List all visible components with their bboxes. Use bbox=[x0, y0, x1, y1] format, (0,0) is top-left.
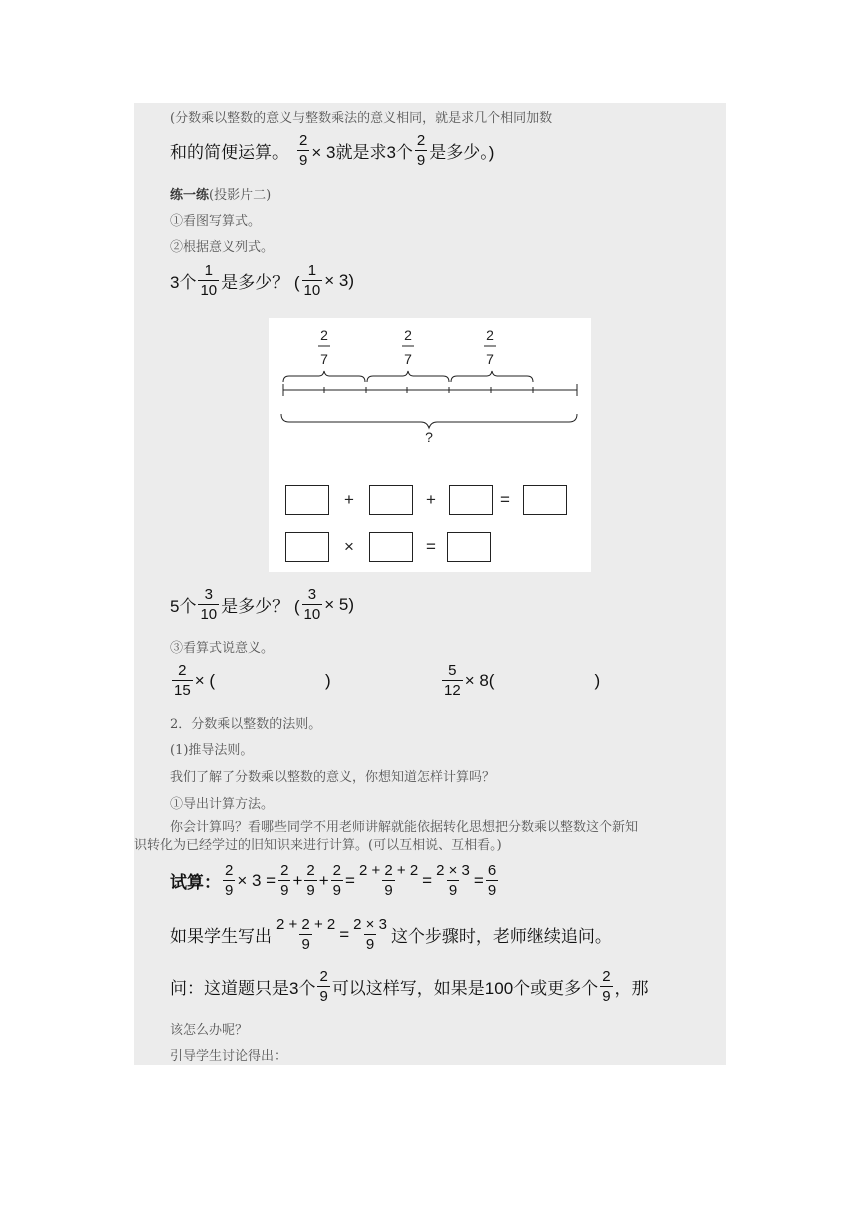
answer-box[interactable] bbox=[285, 532, 329, 562]
fraction: $\frac{2}{9}$ bbox=[319, 968, 328, 1005]
equals-sign: = bbox=[500, 490, 510, 509]
text-line: ①导出计算方法。 bbox=[170, 797, 275, 812]
plus-sign: + bbox=[344, 490, 354, 509]
fraction: $\frac{2}{15}$ bbox=[174, 662, 191, 699]
fraction: $\frac{2}{9}$ bbox=[280, 862, 289, 899]
answer-box[interactable] bbox=[523, 485, 567, 515]
formula-line: $\frac{2}{15}$ × ( ) bbox=[174, 662, 331, 699]
text-line: 引导学生讨论得出： bbox=[170, 1049, 288, 1064]
text-line: ②根据意义列式。 bbox=[170, 240, 275, 255]
formula-line: 问：这道题只是3个 $\frac{2}{9}$ 可以这样写，如果是100个或更多个 $\frac{2}{9}$ ，那 bbox=[170, 968, 649, 1005]
fraction: $\frac{5}{12}$ bbox=[444, 662, 461, 699]
answer-box[interactable] bbox=[447, 532, 491, 562]
text-segment: × 3就是求3个 bbox=[311, 143, 413, 162]
formula-line bbox=[170, 133, 494, 168]
fraction: $\frac{1}{10}$ bbox=[303, 262, 321, 299]
fraction: $\frac{3}{10}$ bbox=[303, 586, 321, 623]
fraction-denominator: 7 bbox=[486, 351, 494, 367]
formula-line: 试算： $\frac{2}{9}$ × 3 = $\frac{2}{9}$ + $\frac{2}{9}$ + $\frac{2}{9}$ = $\frac{2 + 2 + 2}{9}$ = $\frac{2 \times 3}{9}$ = $\frac{6}{9}$ bbox=[170, 862, 497, 899]
question-mark: ? bbox=[425, 429, 433, 445]
fraction-denominator: 7 bbox=[404, 351, 412, 367]
equals-sign: = bbox=[426, 537, 436, 556]
text-line: ③看算式说意义。 bbox=[170, 641, 275, 656]
plus-sign: + bbox=[426, 490, 436, 509]
section-heading: 2．分数乘以整数的法则。 bbox=[170, 717, 322, 732]
text-line: 我们了解了分数乘以整数的意义，你想知道怎样计算吗？ bbox=[170, 770, 496, 785]
fraction: $\frac{1}{10}$ bbox=[200, 262, 218, 299]
fraction-numerator: 2 bbox=[486, 327, 494, 343]
fraction: $\frac{2}{9}$ bbox=[225, 862, 234, 899]
fraction: $\frac{2 \times 3}{9}$ bbox=[436, 862, 470, 899]
formula-line: $\frac{5}{12}$ × 8( ) bbox=[444, 662, 601, 699]
document-page bbox=[134, 103, 726, 1065]
fraction: $\frac{2}{9}$ bbox=[602, 968, 611, 1005]
fraction-denominator: 7 bbox=[320, 351, 328, 367]
fraction: $\frac{2}{9}$ bbox=[306, 862, 315, 899]
fraction-numerator: 2 bbox=[404, 327, 412, 343]
answer-box[interactable] bbox=[285, 485, 329, 515]
fraction: $\frac{2 + 2 + 2}{9}$ bbox=[358, 862, 419, 899]
formula-line: 3个 $\frac{1}{10}$ 是多少？ ( $\frac{1}{10}$ × 3) bbox=[170, 262, 355, 299]
heading-practice: 练一练(投影片二) bbox=[170, 188, 272, 203]
text-line: (1)推导法则。 bbox=[170, 743, 254, 758]
answer-box[interactable] bbox=[449, 485, 493, 515]
text-line: ①看图写算式。 bbox=[170, 214, 262, 229]
text-line: 该怎么办呢？ bbox=[170, 1023, 249, 1038]
fraction: $\frac{2}{9}$ bbox=[416, 132, 426, 169]
answer-box[interactable] bbox=[369, 485, 413, 515]
formula-line: 5个 $\frac{3}{10}$ 是多少？ ( $\frac{3}{10}$ × 5) bbox=[170, 586, 355, 623]
fraction: $\frac{2}{9}$ bbox=[332, 862, 342, 899]
times-sign: × bbox=[344, 537, 354, 556]
fraction: $\frac{6}{9}$ bbox=[487, 862, 497, 899]
fraction: $\frac{2 + 2 + 2}{9}$ bbox=[276, 916, 336, 953]
fraction: $\frac{2}{9}$ bbox=[299, 132, 308, 169]
text-segment: 是多少。) bbox=[429, 143, 495, 162]
text-line: (分数乘以整数的意义与整数乘法的意义相同，就是求几个相同加数 bbox=[170, 111, 553, 126]
fraction: $\frac{2 \times 3}{9}$ bbox=[353, 916, 387, 953]
formula-line: 如果学生写出 $\frac{2 + 2 + 2}{9}$ = $\frac{2 \times 3}{9}$ 这个步骤时，老师继续追问。 bbox=[170, 916, 612, 953]
text-line: 识转化为已经学过的旧知识来进行计算。(可以互相说、互相看。) bbox=[134, 838, 502, 853]
text-line: 你会计算吗？看哪些同学不用老师讲解就能依据转化思想把分数乘以整数这个新知 bbox=[170, 820, 639, 835]
fraction-numerator: 2 bbox=[320, 327, 328, 343]
diagram-figure bbox=[269, 318, 591, 572]
text-segment: 和的简便运算。 bbox=[170, 143, 289, 162]
fraction: $\frac{3}{10}$ bbox=[200, 586, 218, 623]
answer-box[interactable] bbox=[369, 532, 413, 562]
